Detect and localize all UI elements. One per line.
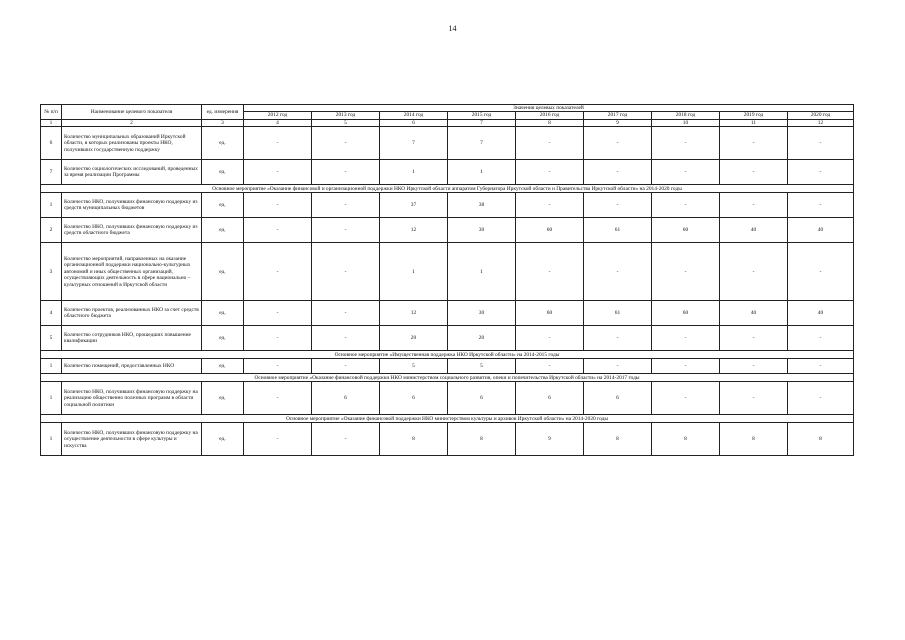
- indicators-table: [40, 104, 854, 456]
- header-year: 2014 год: [380, 112, 448, 119]
- unit-cell: ед.: [202, 301, 244, 326]
- unit-cell: ед.: [202, 160, 244, 185]
- value-cell: 8: [448, 423, 516, 456]
- table-row: [41, 326, 854, 351]
- column-number: 8: [516, 119, 584, 126]
- value-cell: -: [244, 243, 312, 301]
- value-cell: -: [516, 160, 584, 185]
- value-cell: -: [652, 127, 720, 160]
- value-cell: 61: [584, 301, 652, 326]
- table-row: [41, 160, 854, 185]
- table-row: [41, 423, 854, 456]
- row-number: 1: [41, 359, 62, 374]
- row-number: 1: [41, 423, 62, 456]
- value-cell: -: [720, 359, 788, 374]
- value-cell: -: [652, 382, 720, 415]
- value-cell: 5: [448, 359, 516, 374]
- value-cell: -: [584, 127, 652, 160]
- value-cell: 8: [720, 423, 788, 456]
- unit-cell: ед.: [202, 382, 244, 415]
- value-cell: -: [584, 160, 652, 185]
- section-title: Основное мероприятие «Оказание финансовой поддержки НКО министерством культуры и архивов Иркутской области» на 2014-2020 годы: [41, 415, 854, 423]
- value-cell: -: [516, 326, 584, 351]
- indicator-name: Количество мероприятий, направленных на оказание организационной поддержки национально-культурных автономий и иных общественных организаций, осуществляющих деятельность в сфере национально – культурных отношений в Иркутской области: [62, 243, 202, 301]
- column-number: 12: [788, 119, 854, 126]
- value-cell: -: [652, 160, 720, 185]
- value-cell: -: [516, 243, 584, 301]
- header-year: 2018 год: [652, 112, 720, 119]
- value-cell: -: [788, 382, 854, 415]
- section-title: Основное мероприятие «Оказание финансовой поддержки НКО министерством социального развития, опеки и попечительства Иркутской области» на 2014-2017 годы: [41, 374, 854, 382]
- header-year: 2016 год: [516, 112, 584, 119]
- header-unit: ед. измерения: [202, 105, 244, 120]
- row-number: 7: [41, 160, 62, 185]
- unit-cell: ед.: [202, 193, 244, 218]
- value-cell: 1: [380, 243, 448, 301]
- value-cell: 12: [380, 218, 448, 243]
- section-row: [41, 185, 854, 193]
- value-cell: -: [516, 359, 584, 374]
- unit-cell: ед.: [202, 423, 244, 456]
- column-number: 11: [720, 119, 788, 126]
- value-cell: 7: [448, 127, 516, 160]
- header-year: 2012 год: [244, 112, 312, 119]
- value-cell: -: [312, 301, 380, 326]
- unit-cell: ед.: [202, 243, 244, 301]
- value-cell: 6: [584, 382, 652, 415]
- value-cell: -: [312, 160, 380, 185]
- value-cell: -: [244, 423, 312, 456]
- value-cell: -: [720, 193, 788, 218]
- value-cell: 8: [652, 423, 720, 456]
- value-cell: -: [244, 160, 312, 185]
- row-number: 5: [41, 326, 62, 351]
- value-cell: -: [312, 423, 380, 456]
- column-number: 2: [62, 119, 202, 126]
- value-cell: 40: [788, 301, 854, 326]
- table-header: [41, 105, 854, 127]
- row-number: 3: [41, 243, 62, 301]
- value-cell: 60: [652, 301, 720, 326]
- value-cell: -: [244, 326, 312, 351]
- column-number: 5: [312, 119, 380, 126]
- row-number: 2: [41, 218, 62, 243]
- value-cell: 6: [312, 382, 380, 415]
- value-cell: 61: [584, 218, 652, 243]
- section-row: [41, 415, 854, 423]
- value-cell: 8: [788, 423, 854, 456]
- header-year: 2017 год: [584, 112, 652, 119]
- value-cell: 8: [380, 423, 448, 456]
- indicator-name: Количество помещений, предоставленных НКО: [62, 359, 202, 374]
- value-cell: -: [584, 243, 652, 301]
- value-cell: 40: [788, 218, 854, 243]
- column-number: 1: [41, 119, 62, 126]
- value-cell: 1: [448, 243, 516, 301]
- value-cell: 40: [720, 301, 788, 326]
- column-number: 9: [584, 119, 652, 126]
- value-cell: 6: [516, 382, 584, 415]
- unit-cell: ед.: [202, 359, 244, 374]
- header-year: 2019 год: [720, 112, 788, 119]
- table-row: [41, 243, 854, 301]
- header-num: № п/п: [41, 105, 62, 120]
- value-cell: -: [788, 127, 854, 160]
- column-number: 6: [380, 119, 448, 126]
- value-cell: -: [584, 193, 652, 218]
- indicator-name: Количество проектов, реализованных НКО за счет средств областного бюджета: [62, 301, 202, 326]
- table-row: [41, 382, 854, 415]
- section-title: Основное мероприятие «Оказание финансовой и организационной поддержки НКО Иркутской области аппаратом Губернатора Иркутской области и Правительства Иркутской области» на 2014-2020 годы: [41, 185, 854, 193]
- value-cell: 30: [448, 218, 516, 243]
- value-cell: -: [312, 127, 380, 160]
- value-cell: 60: [652, 218, 720, 243]
- value-cell: -: [312, 243, 380, 301]
- value-cell: 12: [380, 301, 448, 326]
- value-cell: -: [244, 382, 312, 415]
- value-cell: 8: [584, 423, 652, 456]
- section-row: [41, 351, 854, 359]
- value-cell: -: [516, 193, 584, 218]
- unit-cell: ед.: [202, 218, 244, 243]
- value-cell: 30: [448, 301, 516, 326]
- column-number: 4: [244, 119, 312, 126]
- value-cell: 1: [380, 160, 448, 185]
- value-cell: -: [652, 359, 720, 374]
- header-year: 2015 год: [448, 112, 516, 119]
- value-cell: 6: [380, 382, 448, 415]
- unit-cell: ед.: [202, 127, 244, 160]
- indicator-name: Количество муниципальных образований Иркутской области, в которых реализованы проекты НКО, получивших государственную поддержку: [62, 127, 202, 160]
- indicator-name: Количество сотрудников НКО, прошедших повышение квалификации: [62, 326, 202, 351]
- value-cell: -: [788, 326, 854, 351]
- value-cell: -: [652, 193, 720, 218]
- column-number: 10: [652, 119, 720, 126]
- value-cell: 6: [448, 382, 516, 415]
- value-cell: -: [720, 326, 788, 351]
- row-number: 1: [41, 193, 62, 218]
- value-cell: -: [244, 127, 312, 160]
- value-cell: -: [788, 359, 854, 374]
- header-values-group: Значения целевых показателей: [244, 105, 854, 112]
- page-number: 14: [448, 24, 457, 33]
- value-cell: 5: [380, 359, 448, 374]
- value-cell: 37: [380, 193, 448, 218]
- table-row: [41, 359, 854, 374]
- column-number: 7: [448, 119, 516, 126]
- value-cell: -: [788, 160, 854, 185]
- value-cell: -: [584, 359, 652, 374]
- value-cell: -: [244, 218, 312, 243]
- value-cell: 9: [516, 423, 584, 456]
- value-cell: 1: [448, 160, 516, 185]
- unit-cell: ед.: [202, 326, 244, 351]
- value-cell: 60: [516, 301, 584, 326]
- row-number: 1: [41, 382, 62, 415]
- table-row: [41, 193, 854, 218]
- value-cell: -: [788, 243, 854, 301]
- value-cell: 20: [448, 326, 516, 351]
- header-year: 2013 год: [312, 112, 380, 119]
- value-cell: -: [312, 218, 380, 243]
- value-cell: -: [788, 193, 854, 218]
- value-cell: 20: [380, 326, 448, 351]
- indicator-name: Количество НКО, получивших финансовую поддержку из средств муниципальных бюджетов: [62, 193, 202, 218]
- value-cell: 7: [380, 127, 448, 160]
- value-cell: -: [244, 193, 312, 218]
- indicator-name: Количество НКО, получивших финансовую поддержку на реализацию общественно полезных программ в области социальной политики: [62, 382, 202, 415]
- value-cell: 38: [448, 193, 516, 218]
- table-row: [41, 301, 854, 326]
- header-name: Наименование целевого показателя: [62, 105, 202, 120]
- value-cell: -: [244, 359, 312, 374]
- value-cell: -: [652, 243, 720, 301]
- value-cell: -: [584, 326, 652, 351]
- section-title: Основное мероприятие «Имущественная поддержка НКО Иркутской области» на 2014-2015 годы: [41, 351, 854, 359]
- value-cell: -: [244, 301, 312, 326]
- value-cell: -: [720, 382, 788, 415]
- section-row: [41, 374, 854, 382]
- table-row: [41, 127, 854, 160]
- value-cell: 60: [516, 218, 584, 243]
- value-cell: -: [652, 326, 720, 351]
- value-cell: -: [312, 326, 380, 351]
- value-cell: -: [720, 243, 788, 301]
- value-cell: -: [312, 359, 380, 374]
- value-cell: -: [516, 127, 584, 160]
- indicator-name: Количество НКО, получивших финансовую поддержку на осуществление деятельности в сфере культуры и искусства: [62, 423, 202, 456]
- indicator-name: Количество НКО, получивших финансовую поддержку из средств областного бюджета: [62, 218, 202, 243]
- row-number: 4: [41, 301, 62, 326]
- value-cell: -: [720, 160, 788, 185]
- table-row: [41, 218, 854, 243]
- value-cell: -: [312, 193, 380, 218]
- header-year: 2020 год: [788, 112, 854, 119]
- value-cell: 40: [720, 218, 788, 243]
- indicator-name: Количество социологических исследований, проведенных за время реализации Программы: [62, 160, 202, 185]
- column-number: 3: [202, 119, 244, 126]
- row-number: 6: [41, 127, 62, 160]
- table-body: [41, 127, 854, 456]
- value-cell: -: [720, 127, 788, 160]
